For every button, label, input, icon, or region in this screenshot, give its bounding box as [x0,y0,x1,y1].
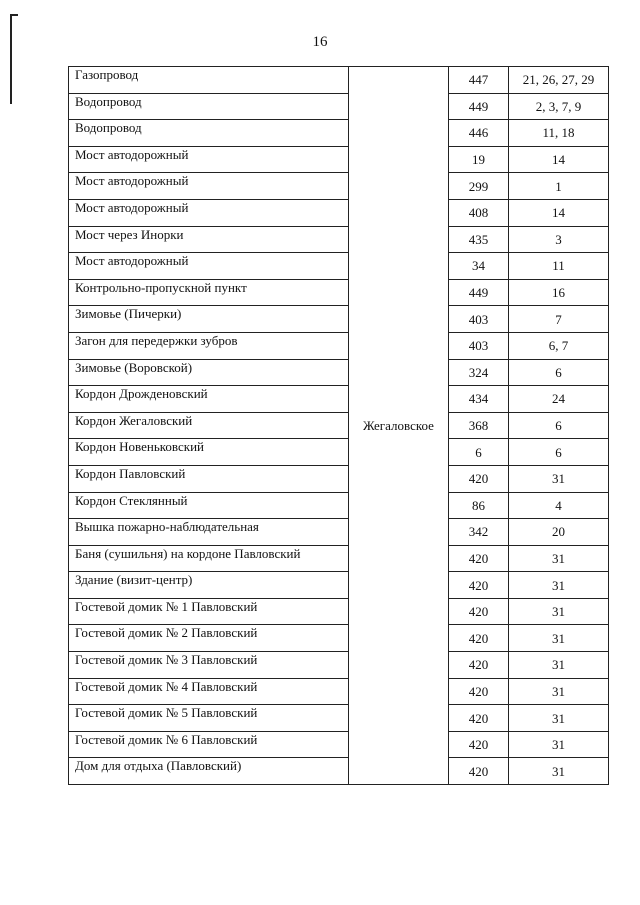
quarter-cell: 434 [449,386,509,413]
object-name-cell: Кордон Новеньковский [69,439,349,466]
object-name-cell: Здание (визит-центр) [69,572,349,599]
vydel-cell: 24 [509,386,609,413]
object-name-cell: Контрольно-пропускной пункт [69,279,349,306]
quarter-cell: 420 [449,731,509,758]
object-name-cell: Кордон Стеклянный [69,492,349,519]
table-row [69,492,609,519]
vydel-cell: 31 [509,625,609,652]
margin-mark-tick [10,14,18,16]
vydel-cell: 4 [509,492,609,519]
object-name-cell: Газопровод [69,67,349,94]
vydel-cell: 31 [509,652,609,679]
quarter-cell: 449 [449,279,509,306]
table-row [69,731,609,758]
vydel-cell: 2, 3, 7, 9 [509,93,609,120]
vydel-cell: 3 [509,226,609,253]
table-row [69,279,609,306]
table-row [69,67,609,94]
object-name-cell: Гостевой домик № 3 Павловский [69,652,349,679]
quarter-cell: 408 [449,199,509,226]
object-name-cell: Кордон Павловский [69,465,349,492]
object-name-cell: Дом для отдыха (Павловский) [69,758,349,785]
page-number: 16 [312,34,328,50]
quarter-cell: 420 [449,678,509,705]
vydel-cell: 31 [509,598,609,625]
object-name-cell: Водопровод [69,93,349,120]
vydel-cell: 31 [509,545,609,572]
table-row [69,572,609,599]
table-row [69,306,609,333]
quarter-cell: 446 [449,120,509,147]
vydel-cell: 21, 26, 27, 29 [509,67,609,94]
object-name-cell: Мост автодорожный [69,173,349,200]
quarter-cell: 368 [449,412,509,439]
quarter-cell: 420 [449,598,509,625]
quarter-cell: 420 [449,625,509,652]
margin-mark [10,14,12,104]
quarter-cell: 342 [449,519,509,546]
table-row [69,332,609,359]
table-row [69,199,609,226]
object-name-cell: Мост через Инорки [69,226,349,253]
quarter-cell: 19 [449,146,509,173]
vydel-cell: 16 [509,279,609,306]
quarter-cell: 420 [449,652,509,679]
object-name-cell: Зимовье (Воровской) [69,359,349,386]
table-row [69,146,609,173]
table-row [69,625,609,652]
table-row [69,226,609,253]
quarter-cell: 420 [449,465,509,492]
object-name-cell: Кордон Жегаловский [69,412,349,439]
table-row [69,386,609,413]
object-name-cell: Кордон Дрожденовский [69,386,349,413]
object-name-cell: Гостевой домик № 4 Павловский [69,678,349,705]
table-row [69,439,609,466]
table-row [69,705,609,732]
quarter-cell: 420 [449,572,509,599]
vydel-cell: 31 [509,678,609,705]
vydel-cell: 20 [509,519,609,546]
quarter-cell: 324 [449,359,509,386]
table-row [69,93,609,120]
object-name-cell: Мост автодорожный [69,146,349,173]
vydel-cell: 11 [509,253,609,280]
quarter-cell: 420 [449,545,509,572]
table-row [69,758,609,785]
table-row [69,173,609,200]
object-name-cell: Загон для передержки зубров [69,332,349,359]
table-row [69,519,609,546]
vydel-cell: 31 [509,758,609,785]
object-name-cell: Мост автодорожный [69,253,349,280]
table-row [69,465,609,492]
vydel-cell: 31 [509,465,609,492]
vydel-cell: 31 [509,731,609,758]
vydel-cell: 6 [509,439,609,466]
object-name-cell: Зимовье (Пичерки) [69,306,349,333]
object-name-cell: Водопровод [69,120,349,147]
quarter-cell: 447 [449,67,509,94]
object-name-cell: Баня (сушильня) на кордоне Павловский [69,545,349,572]
table-row [69,598,609,625]
table-row [69,253,609,280]
vydel-cell: 6, 7 [509,332,609,359]
quarter-cell: 403 [449,306,509,333]
district-cell: Жегаловское [349,67,449,785]
table-row [69,545,609,572]
object-name-cell: Гостевой домик № 2 Павловский [69,625,349,652]
quarter-cell: 6 [449,439,509,466]
vydel-cell: 6 [509,412,609,439]
object-name-cell: Гостевой домик № 5 Павловский [69,705,349,732]
vydel-cell: 1 [509,173,609,200]
vydel-cell: 7 [509,306,609,333]
vydel-cell: 14 [509,199,609,226]
vydel-cell: 31 [509,572,609,599]
quarter-cell: 420 [449,758,509,785]
table-row [69,412,609,439]
object-name-cell: Вышка пожарно-наблюдательная [69,519,349,546]
table-row [69,359,609,386]
quarter-cell: 420 [449,705,509,732]
quarter-cell: 403 [449,332,509,359]
objects-table [68,66,609,785]
table-row [69,678,609,705]
quarter-cell: 86 [449,492,509,519]
quarter-cell: 435 [449,226,509,253]
object-name-cell: Мост автодорожный [69,199,349,226]
table-row [69,652,609,679]
quarter-cell: 449 [449,93,509,120]
table-body [69,67,609,785]
table-row [69,120,609,147]
object-name-cell: Гостевой домик № 6 Павловский [69,731,349,758]
vydel-cell: 11, 18 [509,120,609,147]
object-name-cell: Гостевой домик № 1 Павловский [69,598,349,625]
quarter-cell: 299 [449,173,509,200]
vydel-cell: 6 [509,359,609,386]
vydel-cell: 14 [509,146,609,173]
quarter-cell: 34 [449,253,509,280]
vydel-cell: 31 [509,705,609,732]
